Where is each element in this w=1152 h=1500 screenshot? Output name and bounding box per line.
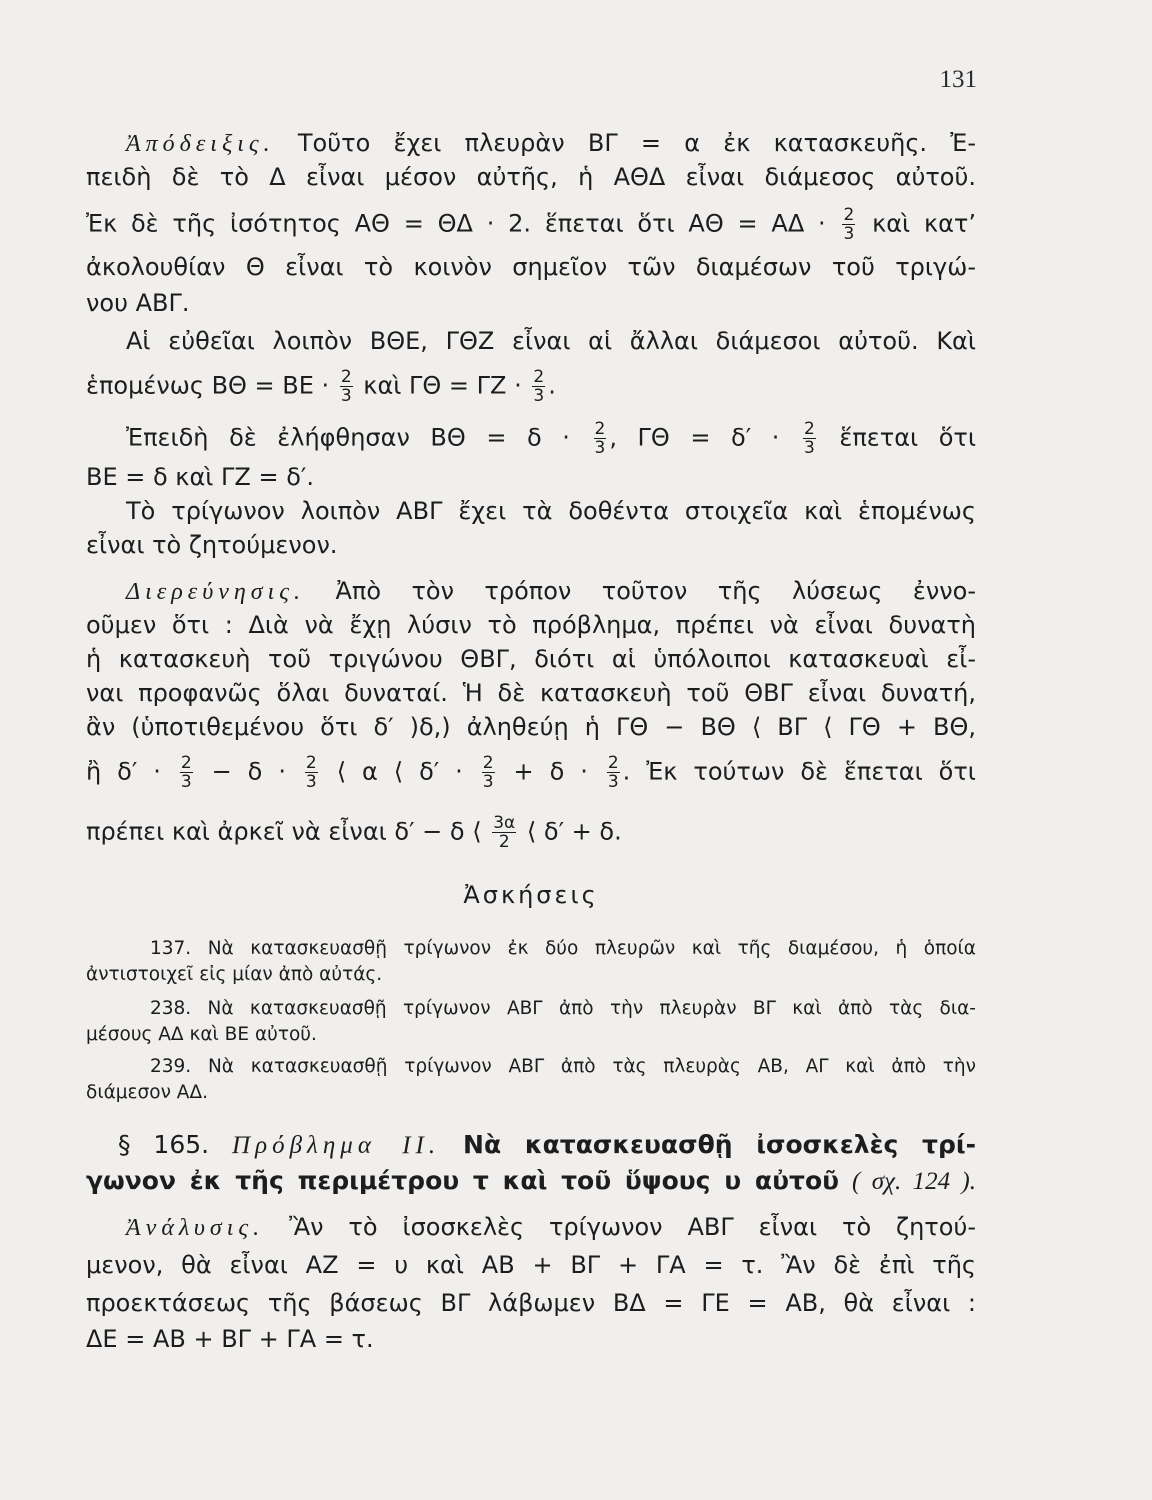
- page-number: 131: [939, 66, 977, 93]
- analysis-line-3: προεκτάσεως τῆς βάσεως ΒΓ λάβωμεν ΒΔ = ΓΕ = ΑΒ, θὰ εἶναι :: [86, 1289, 976, 1317]
- exercise-238-line-2: μέσους ΑΔ καὶ ΒΕ αὐτοῦ.: [86, 1024, 317, 1045]
- proof-heading: Ἀπόδειξις.: [126, 131, 275, 157]
- medians-line-1: Αἱ εὐθεῖαι λοιπὸν ΒΘΕ, ΓΘΖ εἶναι αἱ ἄλλαι διάμεσοι αὐτοῦ. Καὶ: [126, 327, 976, 355]
- exercise-137-line-2: ἀντιστοιχεῖ εἰς μίαν ἀπὸ αὐτάς.: [86, 964, 383, 985]
- exercise-239-line-1: 239. Νὰ κατασκευασθῇ τρίγωνον ΑΒΓ ἀπὸ τὰς πλευρὰς ΑΒ, ΑΓ καὶ ἀπὸ τὴν: [150, 1056, 976, 1077]
- investigation-line-6: ἢ δ′ · $\frac{2}{3}$ − δ · $\frac{2}{3}$ ⟨ α ⟨ δ′ · $\frac{2}{3}$ + δ · $\frac{2}{3}$ . Ἐκ τούτων δὲ ἕπεται ὅτι: [86, 753, 976, 792]
- fraction: $\frac{2}{3}$: [843, 205, 855, 244]
- proof-line-4: ἀκολουθίαν Θ εἶναι τὸ κοινὸν σημεῖον τῶν διαμέσων τοῦ τριγώ-: [86, 253, 976, 281]
- problem-label: Πρόβλημα ΙΙ.: [232, 1132, 441, 1159]
- exercises-title: Ἀσκήσεις: [463, 881, 599, 909]
- fraction: $\frac{2}{3}$: [482, 753, 494, 792]
- fraction: $\frac{2}{3}$: [594, 419, 606, 458]
- exercise-239-line-2: διάμεσον ΑΔ.: [86, 1082, 208, 1103]
- exercise-137-line-1: 137. Νὰ κατασκευασθῇ τρίγωνον ἐκ δύο πλευρῶν καὶ τῆς διαμέσου, ἡ ὁποία: [150, 938, 976, 959]
- fraction: $\frac{2}{3}$: [180, 753, 192, 792]
- fraction: $\frac{3\alpha}{2}$: [493, 813, 516, 852]
- fraction: $\frac{2}{3}$: [340, 367, 352, 406]
- analysis-line-4: ΔΕ = ΑΒ + ΒΓ + ΓΑ = τ.: [86, 1325, 374, 1353]
- taken-line-1: Ἐπειδὴ δὲ ἐλήφθησαν ΒΘ = δ · $\frac{2}{3}$ , ΓΘ = δ′ · $\frac{2}{3}$ ἕπεται ὅτι: [126, 419, 976, 458]
- taken-line-2: ΒΕ = δ καὶ ΓΖ = δ′.: [86, 463, 314, 491]
- analysis-line-2: μενον, θὰ εἶναι ΑΖ = υ καὶ ΑΒ + ΒΓ + ΓΑ = τ. Ἂν δὲ ἐπὶ τῆς: [86, 1251, 976, 1279]
- fraction: $\frac{2}{3}$: [305, 753, 317, 792]
- proof-line-2: πειδὴ δὲ τὸ Δ εἶναι μέσον αὐτῆς, ἡ ΑΘΔ εἶναι διάμεσος αὐτοῦ.: [86, 163, 976, 191]
- proof-line-5: νου ΑΒΓ.: [86, 289, 190, 317]
- exercise-238-line-1: 238. Νὰ κατασκευασθῇ τρίγωνον ΑΒΓ ἀπὸ τὴν πλευρὰν ΒΓ καὶ ἀπὸ τὰς δια-: [150, 998, 976, 1019]
- analysis-heading: Ἀνάλυσις.: [126, 1215, 265, 1241]
- fraction: $\frac{2}{3}$: [803, 419, 815, 458]
- medians-line-2: ἑπομένως ΒΘ = ΒΕ · $\frac{2}{3}$ καὶ ΓΘ = ΓΖ · $\frac{2}{3}$ .: [86, 367, 556, 406]
- fraction: $\frac{2}{3}$: [607, 753, 619, 792]
- fraction: $\frac{2}{3}$: [533, 367, 545, 406]
- investigation-line-7: πρέπει καὶ ἀρκεῖ νὰ εἶναι δ′ − δ ⟨ $\frac{3\alpha}{2}$ ⟨ δ′ + δ.: [86, 813, 622, 852]
- triangle-line-1: Τὸ τρίγωνον λοιπὸν ΑΒΓ ἔχει τὰ δοθέντα στοιχεῖα καὶ ἑπομένως: [126, 497, 976, 525]
- proof-line-3: Ἐκ δὲ τῆς ἰσότητος ΑΘ = ΘΔ · 2. ἕπεται ὅτι ΑΘ = ΑΔ · $\frac{2}{3}$ καὶ κατ’: [86, 205, 977, 244]
- investigation-line-1: Διερεύνησις. Ἀπὸ τὸν τρόπον τοῦτον τῆς λύσεως ἐννο-: [126, 577, 976, 605]
- proof-line-1: Ἀπόδειξις. Τοῦτο ἔχει πλευρὰν ΒΓ = α ἐκ κατασκευῆς. Ἐ-: [126, 129, 976, 157]
- section-165-line-1: [86, 1130, 976, 1161]
- analysis-line-1: Ἀνάλυσις. Ἂν τὸ ἰσοσκελὲς τρίγωνον ΑΒΓ εἶναι τὸ ζητού-: [126, 1213, 976, 1241]
- section-165-line-2: γωνον ἐκ τῆς περιμέτρου τ καὶ τοῦ ὕψους υ αὐτοῦ ( σχ. 124 ).: [86, 1166, 977, 1195]
- problem-title: Νὰ κατασκευασθῇ ἰσοσκελὲς τρί-: [463, 1130, 976, 1159]
- investigation-heading: Διερεύνησις.: [126, 579, 306, 605]
- triangle-line-2: εἶναι τὸ ζητούμενον.: [86, 531, 338, 559]
- investigation-line-4: ναι προφανῶς ὅλαι δυναταί. Ἡ δὲ κατασκευὴ τοῦ ΘΒΓ εἶναι δυνατή,: [86, 679, 976, 707]
- investigation-line-3: ἡ κατασκευὴ τοῦ τριγώνου ΘΒΓ, διότι αἱ ὑπόλοιποι κατασκευαὶ εἶ-: [86, 645, 976, 673]
- investigation-line-5: ἂν (ὑποτιθεμένου ὅτι δ′ )δ,) ἀληθεύῃ ἡ ΓΘ − ΒΘ ⟨ ΒΓ ⟨ ΓΘ + ΒΘ,: [86, 713, 976, 741]
- investigation-line-2: οῦμεν ὅτι : Διὰ νὰ ἔχῃ λύσιν τὸ πρόβλημα, πρέπει νὰ εἶναι δυνατὴ: [86, 611, 976, 639]
- section-number: § 165.: [118, 1130, 210, 1159]
- figure-reference: ( σχ. 124 ).: [852, 1168, 977, 1195]
